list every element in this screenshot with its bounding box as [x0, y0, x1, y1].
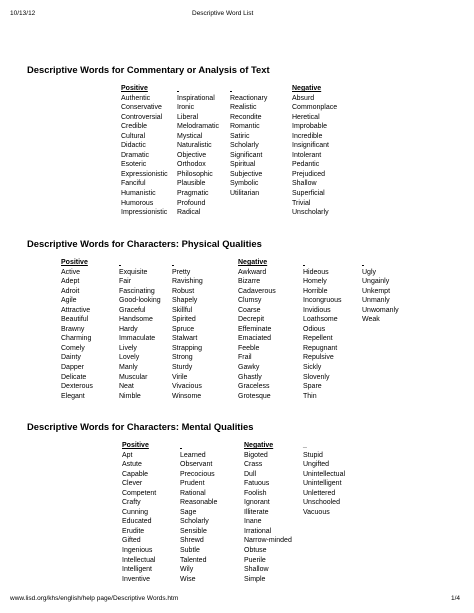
- word: Intolerant: [292, 151, 322, 159]
- word: Unwomanly: [362, 306, 399, 314]
- word-column: [177, 84, 219, 218]
- word: Reasonable: [180, 499, 218, 507]
- word: Talented: [180, 556, 207, 564]
- word: Scholarly: [230, 142, 259, 150]
- word: Philosophic: [177, 170, 213, 178]
- column-heading: [119, 258, 161, 268]
- word: Apt: [122, 451, 133, 459]
- word: Virile: [172, 373, 188, 381]
- word: Fascinating: [119, 287, 155, 295]
- word: Radical: [177, 209, 201, 217]
- word: Improbable: [292, 123, 328, 131]
- word: Insignificant: [292, 142, 329, 150]
- word: Ingenious: [122, 547, 153, 555]
- word: Profound: [177, 199, 206, 207]
- word: Muscular: [119, 373, 148, 381]
- word: Effeminate: [238, 325, 272, 333]
- word: Coarse: [238, 306, 261, 314]
- word: Horrible: [303, 287, 328, 295]
- word-column: [119, 258, 161, 401]
- word: Repulsive: [303, 354, 334, 362]
- word: Unintellectual: [303, 470, 346, 478]
- word: Subjective: [230, 170, 263, 178]
- word: Capable: [122, 470, 149, 478]
- word-column: [303, 258, 342, 401]
- word: Slovenly: [303, 373, 330, 381]
- column-heading: Positive: [122, 442, 149, 449]
- word: Beautiful: [61, 316, 89, 324]
- word: Ironic: [177, 104, 195, 112]
- word: Frail: [238, 354, 252, 362]
- word: Prejudiced: [292, 170, 326, 178]
- word: Bigoted: [244, 451, 268, 459]
- column-heading: _: [303, 442, 307, 449]
- word-column-positive: [121, 84, 168, 218]
- word: Erudite: [122, 527, 145, 535]
- word: Esoteric: [121, 161, 147, 169]
- word: Plausible: [177, 180, 206, 188]
- word: Inane: [244, 518, 262, 526]
- word: Charming: [61, 335, 92, 343]
- word-column: [362, 258, 399, 325]
- word: Realistic: [230, 104, 257, 112]
- word: Adroit: [61, 287, 80, 295]
- word: Unlettered: [303, 489, 336, 497]
- word: Dexterous: [61, 383, 93, 391]
- word: Didactic: [121, 142, 146, 150]
- word: Scholarly: [180, 518, 209, 526]
- word: Incredible: [292, 132, 323, 140]
- word: Handsome: [119, 316, 153, 324]
- word: Intellectual: [122, 556, 156, 564]
- word: Invidious: [303, 306, 331, 314]
- word: Romantic: [230, 123, 260, 131]
- word: Homely: [303, 278, 327, 286]
- word: Irrational: [244, 527, 272, 535]
- word: Cunning: [122, 508, 149, 516]
- word: Competent: [122, 489, 157, 497]
- footer-url: www.lisd.org/khs/english/help page/Descriptive Words.htm: [10, 595, 179, 602]
- word: Simple: [244, 575, 266, 583]
- word: Recondite: [230, 113, 262, 121]
- word: Repugnant: [303, 344, 338, 352]
- word: Shapely: [172, 297, 198, 305]
- word: Mystical: [177, 132, 203, 140]
- word: Sturdy: [172, 364, 193, 372]
- word: Humanistic: [121, 190, 156, 198]
- word-column-negative: [238, 258, 276, 401]
- word: Good-looking: [119, 297, 161, 305]
- section-title: Descriptive Words for Characters: Physical Qualities: [27, 238, 262, 249]
- word: Astute: [122, 461, 142, 469]
- section-title: Descriptive Words for Characters: Mental Qualities: [27, 421, 254, 432]
- word: Unscholarly: [292, 209, 329, 217]
- word: Clever: [122, 480, 143, 488]
- word: Vacuous: [303, 508, 330, 516]
- word: Neat: [119, 383, 134, 391]
- word: Foolish: [244, 489, 267, 497]
- word: Feeble: [238, 344, 260, 352]
- word: Absurd: [292, 94, 315, 102]
- word-column-negative: [244, 441, 292, 584]
- word: Dull: [244, 470, 257, 478]
- header-date: 10/13/12: [10, 10, 36, 17]
- word: Attractive: [61, 306, 91, 314]
- word: Superficial: [292, 190, 325, 198]
- word: Elegant: [61, 392, 85, 400]
- column-heading: [362, 258, 399, 268]
- word: Bizarre: [238, 278, 261, 286]
- column-heading: [180, 441, 217, 451]
- word: Puerile: [244, 556, 266, 564]
- word: Wily: [180, 566, 194, 574]
- word-column: [180, 441, 217, 584]
- word: Humorous: [121, 199, 154, 207]
- word: Credible: [121, 123, 148, 131]
- word: Obtuse: [244, 547, 267, 555]
- column-heading: Negative: [238, 259, 268, 266]
- footer-page-number: 1/4: [451, 595, 461, 602]
- word: Precocious: [180, 470, 215, 478]
- word: Gifted: [122, 537, 141, 545]
- word: Weak: [362, 316, 380, 324]
- word: Nimble: [119, 392, 141, 400]
- word-column: [172, 258, 203, 401]
- word: Satiric: [230, 132, 250, 140]
- word: Impressionistic: [121, 209, 168, 217]
- word: Inspirational: [177, 94, 215, 102]
- word: Spirited: [172, 316, 196, 324]
- column-heading: Negative: [292, 85, 322, 92]
- word: Robust: [172, 287, 195, 295]
- word: Fatuous: [244, 480, 270, 488]
- word: Hideous: [303, 268, 329, 276]
- word: Adept: [61, 278, 80, 286]
- word: Strapping: [172, 344, 202, 352]
- column-heading: [172, 258, 203, 268]
- word: Learned: [180, 451, 206, 459]
- word: Stupid: [303, 451, 323, 459]
- word: Spruce: [172, 325, 195, 333]
- word: Orthodox: [177, 161, 206, 169]
- column-heading: Positive: [61, 259, 88, 266]
- word: Educated: [122, 518, 152, 526]
- word: Thin: [303, 392, 317, 400]
- word-column: [303, 441, 345, 517]
- word: Objective: [177, 151, 207, 159]
- word: Shallow: [244, 566, 269, 574]
- word-column-positive: [122, 441, 156, 584]
- column-heading: Positive: [121, 85, 148, 92]
- word: Intelligent: [122, 566, 152, 574]
- word: Unintelligent: [303, 480, 342, 488]
- word: Clumsy: [238, 297, 262, 305]
- word: Comely: [61, 344, 85, 352]
- column-heading: [177, 84, 219, 94]
- word: Wise: [180, 575, 196, 583]
- word: Immaculate: [119, 335, 156, 343]
- word: Authentic: [121, 94, 151, 102]
- word: Ghastly: [238, 373, 262, 381]
- word: Strong: [172, 354, 193, 362]
- word: Dramatic: [121, 151, 150, 159]
- word: Brawny: [61, 325, 85, 333]
- word: Subtle: [180, 547, 200, 555]
- word: Crafty: [122, 499, 141, 507]
- word: Hardy: [119, 325, 138, 333]
- word: Conservative: [121, 104, 162, 112]
- word: Loathsome: [303, 316, 338, 324]
- word: Spare: [303, 383, 322, 391]
- word: Awkward: [238, 268, 267, 276]
- word: Ravishing: [172, 278, 203, 286]
- word: Pragmatic: [177, 190, 209, 198]
- word: Active: [61, 268, 81, 276]
- column-heading: Negative: [244, 442, 274, 449]
- word: Cultural: [121, 132, 146, 140]
- word: Prudent: [180, 480, 205, 488]
- word: Vivacious: [172, 383, 202, 391]
- word: Skillful: [172, 306, 193, 314]
- word: Dainty: [61, 354, 81, 362]
- word: Graceless: [238, 383, 270, 391]
- word: Heretical: [292, 113, 320, 121]
- word: Incongruous: [303, 297, 342, 305]
- word: Commonplace: [292, 104, 338, 112]
- word: Winsome: [172, 392, 202, 400]
- word: Ungainly: [362, 278, 390, 286]
- word: Utilitarian: [230, 190, 260, 198]
- word: Pedantic: [292, 161, 320, 169]
- section-title: Descriptive Words for Commentary or Analysis of Text: [27, 64, 270, 75]
- column-heading: [303, 258, 342, 268]
- word: Expressionistic: [121, 170, 168, 178]
- word: Odious: [303, 325, 326, 333]
- word: Unkempt: [362, 287, 391, 295]
- word: Lively: [119, 344, 137, 352]
- word: Emaciated: [238, 335, 272, 343]
- word: Sage: [180, 508, 197, 516]
- word: Observant: [180, 461, 213, 469]
- word: Spiritual: [230, 161, 256, 169]
- word: Repellent: [303, 335, 333, 343]
- word: Delicate: [61, 373, 87, 381]
- word: Agile: [61, 297, 77, 305]
- word: Graceful: [119, 306, 146, 314]
- word: Unschooled: [303, 499, 340, 507]
- word: Stalwart: [172, 335, 198, 343]
- word: Lovely: [119, 354, 140, 362]
- word: Ugly: [362, 268, 377, 276]
- word: Gawky: [238, 364, 260, 372]
- word: Melodramatic: [177, 123, 220, 131]
- word: Exquisite: [119, 268, 148, 276]
- word: Illiterate: [244, 508, 269, 516]
- word-column-positive: [61, 258, 93, 401]
- word: Significant: [230, 151, 263, 159]
- word: Decrepit: [238, 316, 265, 324]
- word: Pretty: [172, 268, 191, 276]
- word: Manly: [119, 364, 138, 372]
- word: Shrewd: [180, 537, 204, 545]
- word: Reactionary: [230, 94, 268, 102]
- word: Grotesque: [238, 392, 271, 400]
- word: Shallow: [292, 180, 317, 188]
- word-column: [230, 84, 267, 199]
- word: Liberal: [177, 113, 199, 121]
- word: Symbolic: [230, 180, 259, 188]
- word: Sickly: [303, 364, 322, 372]
- word: Unmanly: [362, 297, 390, 305]
- column-heading: [230, 84, 267, 94]
- header-title: Descriptive Word List: [192, 10, 254, 17]
- word: Rational: [180, 489, 206, 497]
- word: Inventive: [122, 575, 151, 583]
- word: Crass: [244, 461, 263, 469]
- word: Cadaverous: [238, 287, 276, 295]
- word: Controversial: [121, 113, 163, 121]
- word: Narrow-minded: [244, 537, 292, 545]
- word: Dapper: [61, 364, 84, 372]
- word: Ignorant: [244, 499, 270, 507]
- word: Trivial: [292, 199, 311, 207]
- word: Sensible: [180, 527, 207, 535]
- word: Naturalistic: [177, 142, 212, 150]
- word: Ungifted: [303, 461, 330, 469]
- word-column-negative: [292, 84, 337, 218]
- word: Fair: [119, 278, 132, 286]
- word: Fanciful: [121, 180, 146, 188]
